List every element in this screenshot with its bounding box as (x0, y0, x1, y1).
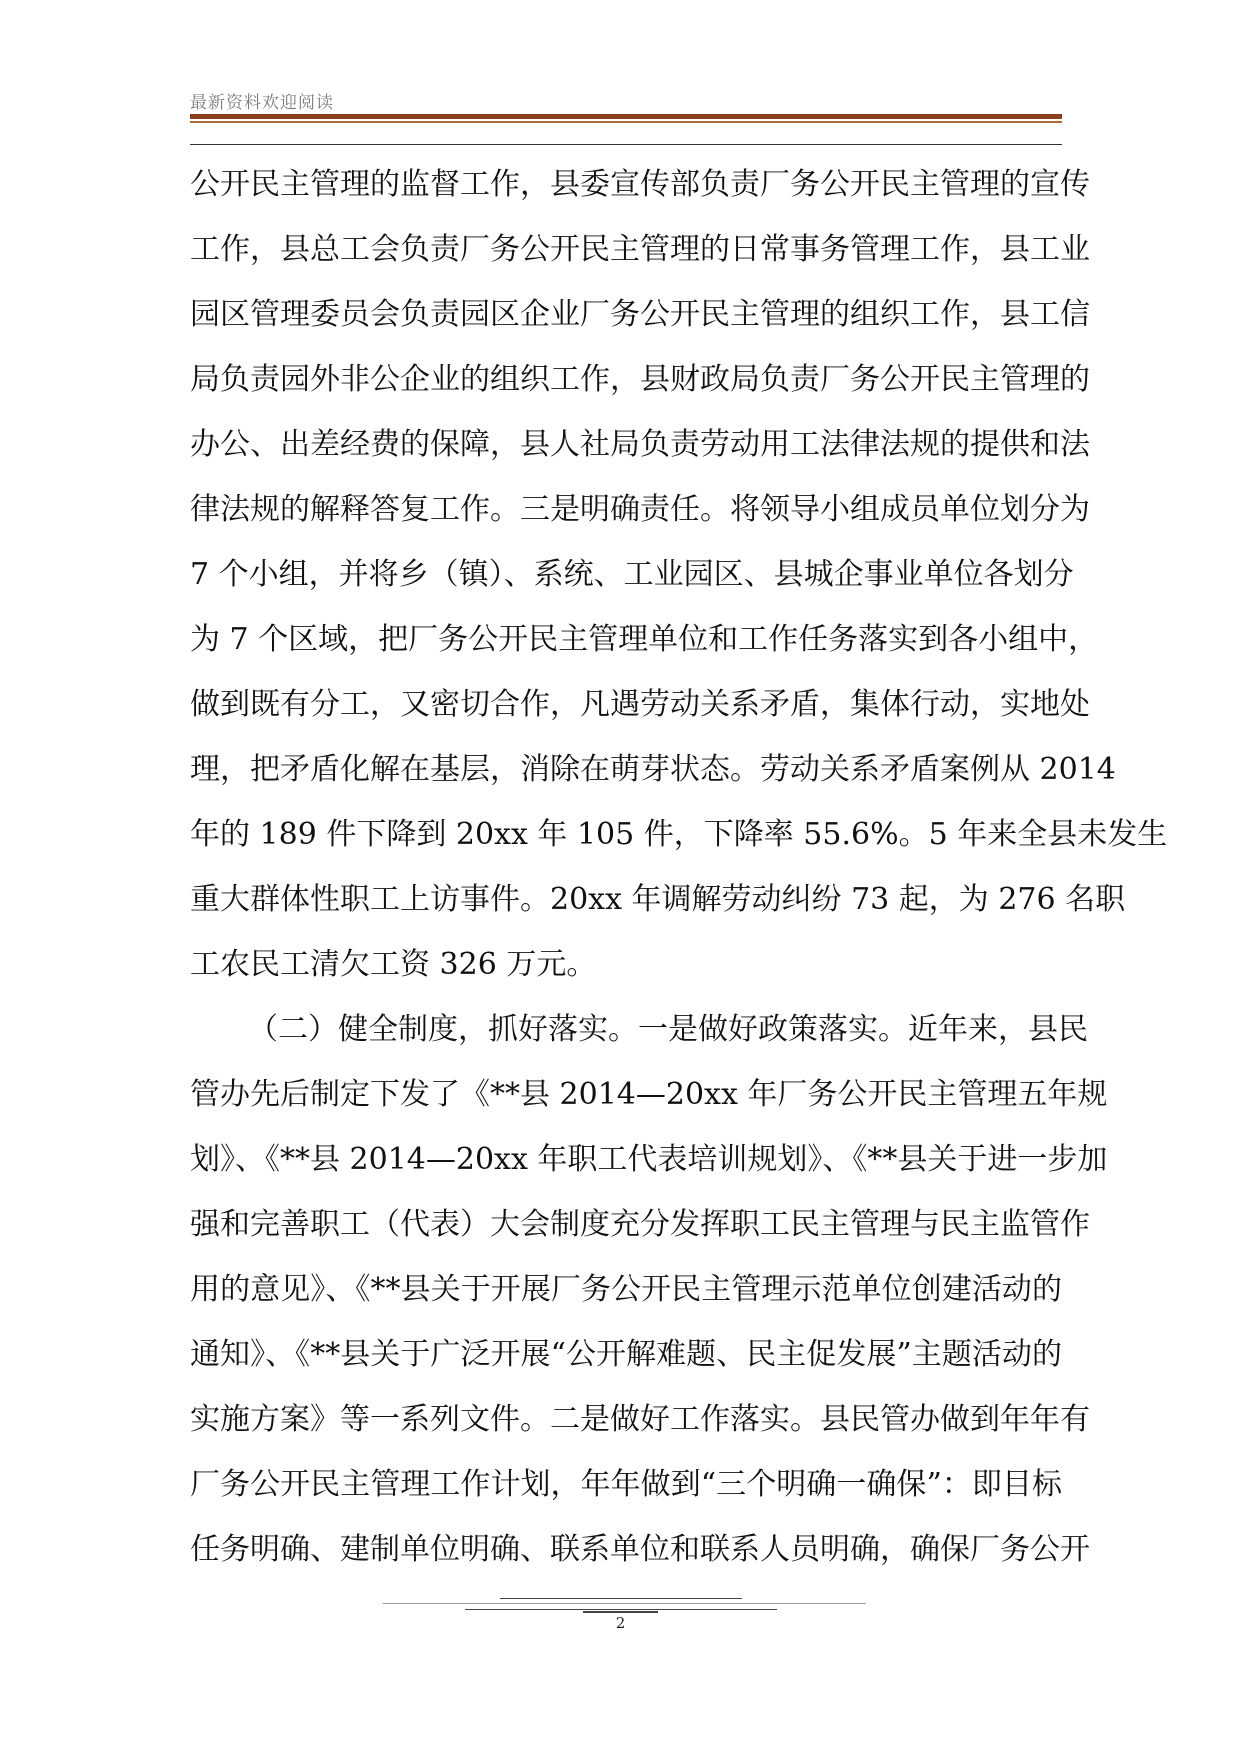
paragraph-start-line: （二）健全制度，抓好落实。一是做好政策落实。近年来，县民 (248, 1012, 1088, 1047)
text-line: 园区管理委员会负责园区企业厂务公开民主管理的组织工作，县工信 (190, 297, 1090, 332)
footer-rule (583, 1611, 658, 1613)
text-line: 工作，县总工会负责厂务公开民主管理的日常事务管理工作，县工业 (190, 232, 1090, 267)
page-number: 2 (615, 1614, 626, 1632)
running-header: 最新资料欢迎阅读 (190, 93, 334, 113)
text-line: 办公、出差经费的保障，县人社局负责劳动用工法律法规的提供和法 (190, 427, 1090, 462)
footer-rule (383, 1603, 866, 1604)
text-line: 用的意见》、《**县关于开展厂务公开民主管理示范单位创建活动的 (190, 1272, 1062, 1307)
text-line: 强和完善职工（代表）大会制度充分发挥职工民主管理与民主监管作 (190, 1207, 1090, 1242)
text-line: 律法规的解释答复工作。三是明确责任。将领导小组成员单位划分为 (190, 492, 1090, 527)
text-line: 管办先后制定下发了《**县 2014—20xx 年厂务公开民主管理五年规 (190, 1077, 1108, 1112)
text-line: 通知》、《**县关于广泛开展“公开解难题、民主促发展”主题活动的 (190, 1337, 1062, 1372)
text-line: 划》、《**县 2014—20xx 年职工代表培训规划》、《**县关于进一步加 (190, 1142, 1108, 1177)
text-line: 重大群体性职工上访事件。20xx 年调解劳动纠纷 73 起，为 276 名职 (190, 882, 1126, 917)
text-line: 任务明确、建制单位明确、联系单位和联系人员明确，确保厂务公开 (190, 1532, 1090, 1567)
header-rule-thin (190, 144, 1062, 145)
document-body (190, 152, 1168, 1582)
header-rule-thick (190, 114, 1062, 119)
text-line: 为 7 个区域，把厂务公开民主管理单位和工作任务落实到各小组中， (190, 622, 1099, 657)
header-rule-accent (190, 121, 1062, 123)
text-line: 理，把矛盾化解在基层，消除在萌芽状态。劳动关系矛盾案例从 2014 (190, 752, 1116, 787)
text-line: 年的 189 件下降到 20xx 年 105 件，下降率 55.6%。5 年来全县未发生 (190, 817, 1168, 852)
footer-rule (500, 1598, 742, 1599)
text-line: 7 个小组，并将乡（镇）、系统、工业园区、县城企事业单位各划分 (190, 557, 1074, 592)
footer-rule (465, 1609, 777, 1610)
text-line: 公开民主管理的监督工作，县委宣传部负责厂务公开民主管理的宣传 (190, 167, 1090, 202)
text-line: 厂务公开民主管理工作计划，年年做到“三个明确一确保”：即目标 (190, 1467, 1062, 1502)
paragraph-end-line: 工农民工清欠工资 326 万元。 (190, 947, 597, 982)
text-line: 局负责园外非公企业的组织工作，县财政局负责厂务公开民主管理的 (190, 362, 1090, 397)
text-line: 做到既有分工，又密切合作，凡遇劳动关系矛盾，集体行动，实地处 (190, 687, 1090, 722)
text-line: 实施方案》等一系列文件。二是做好工作落实。县民管办做到年年有 (190, 1402, 1090, 1437)
